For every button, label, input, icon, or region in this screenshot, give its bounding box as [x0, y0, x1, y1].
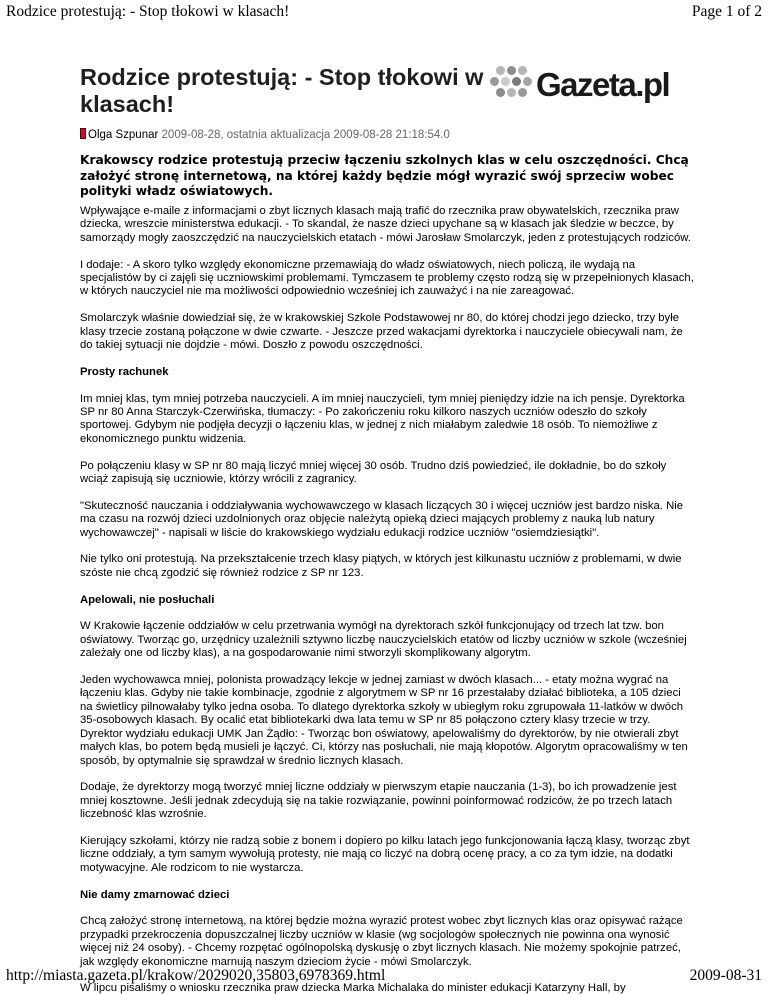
paragraph: Jeden wychowawca mniej, polonista prowadzący lekcje w jednej zamiast w dwóch klasach... - etaty można wygrać na łączeniu klas. Gdyby nie takie kombinacje, zgodnie z algorytmem w SP nr 16 przestałaby działać biblioteka, a 105 dzieci na świetlicy pilnowałaby tylko jedna osoba. To dlatego dyrektorka szkoły w ubiegłym roku zgrupowała 11-latków w dwóch 35-osobowych klasach. By ocalić etat bibliotekarki dwa lata temu w SP nr 85 połączono cztery klasy trzecie w trzy. Dyrektor wydziału edukacji UMK Jan Żądło: - Tworząc bon oświatowy, apelowaliśmy do dyrektorów, by nie otwierali zbyt małych klas, bo potem będą musieli je łączyć. Ci, którzy nas posłuchali, nie mają kłopotów. Algorytm opracowaliśmy w ten sposób, by optymalnie się sprawdzał w średnio licznych klasach. [80, 674, 688, 767]
author-marker-icon [80, 128, 86, 139]
author-name: Olga Szpunar [88, 129, 159, 141]
paragraph: W Krakowie łączenie oddziałów w celu przetrwania wymógł na dyrektorach szkół funkcjonujący od trzech lat tzw. bon oświatowy. Tworząc go, urzędnicy uzależnili sztywno liczbę nauczycielskich etatów od liczby uczniów w szkole (wcześniej zależały one od liczby klas), a na gospodarowanie nimi stworzyli skomplikowany algorytm. [80, 620, 687, 660]
paragraph: Smolarczyk właśnie dowiedział się, że w krakowskiej Szkole Podstawowej nr 80, do której chodzi jego dziecko, trzy byłe klasy trzecie zostaną połączone w dwie czwarte. - Jeszcze przed wakacjami dyrektorka i nauczyciele obiecywali nam, że do takiej sytuacji nie dojdzie - mówi. Doszło z powodu oszczędności. [80, 312, 683, 352]
section-heading: Nie damy zmarnować dzieci [80, 888, 230, 901]
byline [80, 128, 450, 142]
print-header-page-number: Page 1 of 2 [691, 3, 762, 20]
logo-wordmark: Gazeta.pl [536, 66, 670, 103]
gazeta-logo [490, 66, 690, 106]
paragraph: Dodaje, że dyrektorzy mogą tworzyć mniej liczne oddziały w pierwszym etapie nauczania (1-3), bo ich prowadzenie jest mniej kosztowne. Jeśli jednak zdecydują się na takie rozwiązanie, powinni poinformować rodziców, że po trzech latach liczebność klas wzrośnie. [80, 781, 677, 821]
print-header-title: Rodzice protestują: - Stop tłokowi w klasach! [6, 3, 290, 20]
paragraph: Po połączeniu klasy w SP nr 80 mają liczyć mniej więcej 30 osób. Trudno dziś powiedzieć, ile dokładnie, bo do szkoły wciąż zapisują się uczniowie, którzy wrócili z zagranicy. [80, 459, 667, 486]
print-header [0, 3, 768, 23]
print-date: 2009-08-31 [689, 967, 762, 984]
paragraph: Kierujący szkołami, którzy nie radzą sobie z bonem i dopiero po kilku latach jego funkcjonowania łączą klasy, tworząc zbyt liczne oddziały, a tym samym wywołują protesty, nie mają co liczyć na dobrą ocenę pracy, a co za tym idzie, na dodatki motywacyjne. Ale rodzicom to nie wystarcza. [80, 834, 690, 874]
paragraph: Nie tylko oni protestują. Na przekształcenie trzech klasy piątych, w których jest kilkunastu uczniów z problemami, w dwie szóste nie chcą zgodzić się również rodzice z SP nr 123. [80, 553, 682, 579]
paragraph: I dodaje: - A skoro tylko względy ekonomiczne przemawiają do władz oświatowych, niech policzą, ile wydają na specjalistów by ci zajęli się uczniowskimi problemami. Tymczasem te problemy często rodzą się w przepełnionych klasach, w których nauczyciel nie ma możliwości odpowiednio wcześniej ich zauważyć i na nie zareagować. [80, 258, 694, 298]
logo-dots-icon [490, 66, 530, 106]
publication-dates: 2009-08-28, ostatnia aktualizacja 2009-08-28 21:18:54.0 [161, 129, 450, 141]
article-lead: Krakowscy rodzice protestują przeciw łączeniu szkolnych klas w celu oszczędności. Chcą założyć stronę internetową, na której każdy będzie mógł wyrazić swój sprzeciw wobec polityki władz oświatowych. [80, 153, 689, 198]
page-url: http://miasta.gazeta.pl/krakow/2029020,35803,6978369.html [6, 967, 386, 984]
article-body [80, 205, 695, 994]
paragraph: "Skuteczność nauczania i oddziaływania wychowawczego w klasach liczących 30 i więcej uczniów jest bardzo niska. Nie ma czasu na rozwój dzieci uzdolnionych oraz objęcie należytą opieką dzieci mających problemy z nauką lub natury wychowawczej" - napisali w liście do krakowskiego wydziału edukacji rodzice uczniów "osiemdziesiątki". [80, 499, 684, 539]
print-footer [0, 967, 768, 987]
paragraph: Wpływające e-maile z informacjami o zbyt licznych klasach mają trafić do rzecznika praw obywatelskich, rzecznika praw dziecka, wreszcie ministerstwa edukacji. - To skandal, że nasze dzieci upychane są w klasach jak śledzie w beczce, by samorządy mogły zaoszczędzić na nauczycielskich etatach - mówi Jarosław Smolarczyk, jeden z protestujących rodziców. [80, 205, 691, 244]
section-heading: Prosty rachunek [80, 365, 169, 378]
section-heading: Apelowali, nie posłuchali [80, 593, 215, 606]
paragraph: Chcą założyć stronę internetową, na której będzie można wyrazić protest wobec zbyt licznych klas oraz opisywać rażące przypadki przekroczenia dopuszczalnej liczby uczniów w klasie (wg socjologów społecznych nie powinna ona wynosić więcej niż 24 osoby). - Chcemy rozpętać ogólnopolską dyskusję o zbyt licznych klasach. Nie możemy spokojnie patrzeć, jak względy ekonomiczne marnują naszym dzieciom życie - mówi Smolarczyk. [80, 915, 683, 968]
paragraph: W lipcu pisaliśmy o wniosku rzecznika praw dziecka Marka Michalaka do minister edukacji Katarzyny Hall, by [80, 982, 626, 994]
article-title: Rodzice protestują: - Stop tłokowi w klasach! [80, 64, 484, 117]
paragraph: Im mniej klas, tym mniej potrzeba nauczycieli. A im mniej nauczycieli, tym mniej pieniędzy idzie na ich pensje. Dyrektorka SP nr 80 Anna Starczyk-Czerwińska, tłumaczy: - Po zakończeniu roku kilkoro naszych uczniów odeszło do szkoły sportowej. Gdybym nie podjęła decyzji o łączeniu klas, w jednej z nich miałabym zaledwie 18 osób. To niemożliwe z ekonomicznego punktu widzenia. [80, 392, 685, 445]
